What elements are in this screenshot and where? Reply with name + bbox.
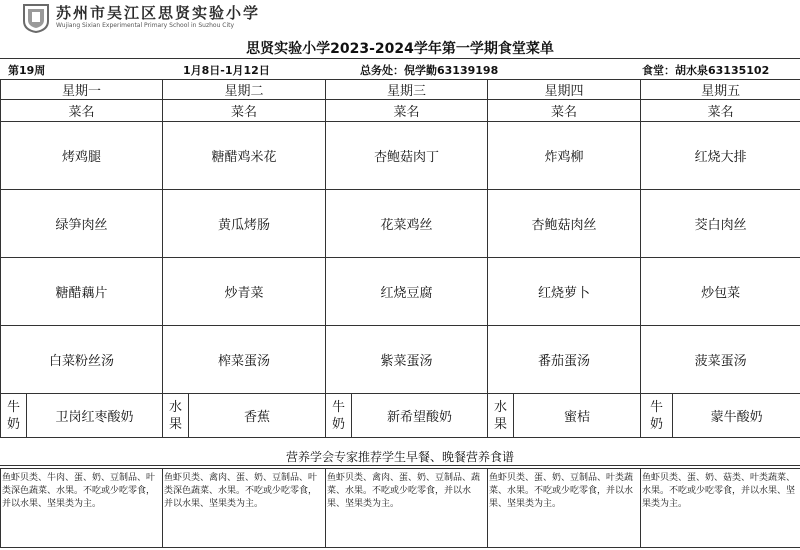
nutrition-cell: 鱼虾贝类、蛋、奶、豆制品、叶类蔬菜、水果。不吃或少吃零食，并以水果、坚果类为主。 (488, 469, 641, 548)
dish-cell: 红烧豆腐 (326, 258, 488, 326)
nutrition-row (1, 469, 800, 548)
dish-cell: 茭白肉丝 (641, 190, 800, 258)
nutrition-cell: 鱼虾贝类、牛肉、蛋、奶、豆制品、叶类深色蔬菜、水果。不吃或少吃零食，并以水果、坚果类为主。 (1, 469, 163, 548)
dish-cell: 炒青菜 (163, 258, 326, 326)
dish-cell: 菠菜蛋汤 (641, 326, 800, 394)
extra-item: 香蕉 (189, 394, 326, 438)
extra-label-char: 牛 (332, 399, 346, 415)
nutrition-heading: 营养学会专家推荐学生早餐、晚餐营养食谱 (285, 450, 514, 464)
dish-cell: 红烧萝卜 (488, 258, 641, 326)
dish-header: 菜名 (1, 100, 163, 122)
extra-label (163, 394, 189, 438)
school-emblem-icon (22, 3, 50, 33)
extra-item: 新希望酸奶 (352, 394, 488, 438)
nutrition-cell: 鱼虾贝类、蛋、奶、菇类、叶类蔬菜、水果。不吃或少吃零食，并以水果、坚果类为主。 (641, 469, 800, 548)
extra-label-char: 果 (494, 416, 508, 432)
school-name-en: Wujiang Sixian Experimental Primary School in Suzhou City (56, 22, 235, 29)
info-row (0, 58, 800, 80)
day-tuesday: 星期二 (163, 80, 326, 100)
nutrition-cell: 鱼虾贝类、禽肉、蛋、奶、豆制品、叶类深色蔬菜、水果。不吃或少吃零食，并以水果、坚果类为主。 (163, 469, 326, 548)
dish-cell: 绿笋肉丝 (1, 190, 163, 258)
dish-cell: 杏鲍菇肉丝 (488, 190, 641, 258)
dish-cell: 红烧大排 (641, 122, 800, 190)
dish-cell: 糖醋藕片 (1, 258, 163, 326)
extra-label (1, 394, 27, 438)
dish-header: 菜名 (488, 100, 641, 122)
day-friday: 星期五 (641, 80, 800, 100)
dish-row (1, 122, 800, 190)
week-label: 第19周 (8, 64, 46, 77)
extra-label-char: 牛 (650, 399, 664, 415)
dish-cell: 炒包菜 (641, 258, 800, 326)
extra-label (326, 394, 352, 438)
dish-cell: 番茄蛋汤 (488, 326, 641, 394)
day-monday: 星期一 (1, 80, 163, 100)
dish-cell: 糖醋鸡米花 (163, 122, 326, 190)
dish-row (1, 190, 800, 258)
extra-label-char: 果 (169, 416, 183, 432)
dish-header: 菜名 (326, 100, 488, 122)
dish-cell: 榨菜蛋汤 (163, 326, 326, 394)
extra-item: 蒙牛酸奶 (673, 394, 800, 438)
extra-label-char: 水 (169, 399, 183, 415)
day-thursday: 星期四 (488, 80, 641, 100)
extra-label-char: 奶 (332, 416, 346, 432)
extra-label-char: 水 (494, 399, 508, 415)
extra-item: 卫岗红枣酸奶 (27, 394, 163, 438)
divider (0, 465, 800, 466)
dish-row (1, 258, 800, 326)
extra-label-char: 奶 (6, 416, 20, 432)
dish-header-row (1, 100, 800, 122)
dish-header: 菜名 (641, 100, 800, 122)
general-affairs-contact: 总务处：倪学勤63139198 (360, 64, 499, 77)
extra-label-char: 牛 (6, 399, 20, 415)
extra-label-char: 奶 (650, 416, 664, 432)
page-title: 思贤实验小学2023-2024学年第一学期食堂菜单 (246, 41, 554, 57)
day-wednesday: 星期三 (326, 80, 488, 100)
dish-cell: 花菜鸡丝 (326, 190, 488, 258)
nutrition-cell: 鱼虾贝类、禽肉、蛋、奶、豆制品、蔬菜、水果。不吃或少吃零食，并以水果、坚果类为主。 (326, 469, 488, 548)
dish-row (1, 326, 800, 394)
school-name-cn: 苏州市吴江区思贤实验小学 (56, 4, 261, 22)
dish-cell: 炸鸡柳 (488, 122, 641, 190)
nutrition-table (0, 468, 800, 548)
extra-label (641, 394, 673, 438)
school-header (0, 0, 800, 37)
dish-cell: 紫菜蛋汤 (326, 326, 488, 394)
dish-cell: 烤鸡腿 (1, 122, 163, 190)
day-header-row (1, 80, 800, 100)
extra-item: 蜜桔 (514, 394, 641, 438)
extra-label (488, 394, 514, 438)
extras-row (1, 394, 800, 438)
dish-cell: 白菜粉丝汤 (1, 326, 163, 394)
canteen-contact: 食堂：胡水泉63135102 (642, 64, 770, 77)
dish-header: 菜名 (163, 100, 326, 122)
menu-table (0, 79, 800, 438)
date-range: 1月8日-1月12日 (183, 64, 270, 77)
dish-cell: 黄瓜烤肠 (163, 190, 326, 258)
dish-cell: 杏鲍菇肉丁 (326, 122, 488, 190)
